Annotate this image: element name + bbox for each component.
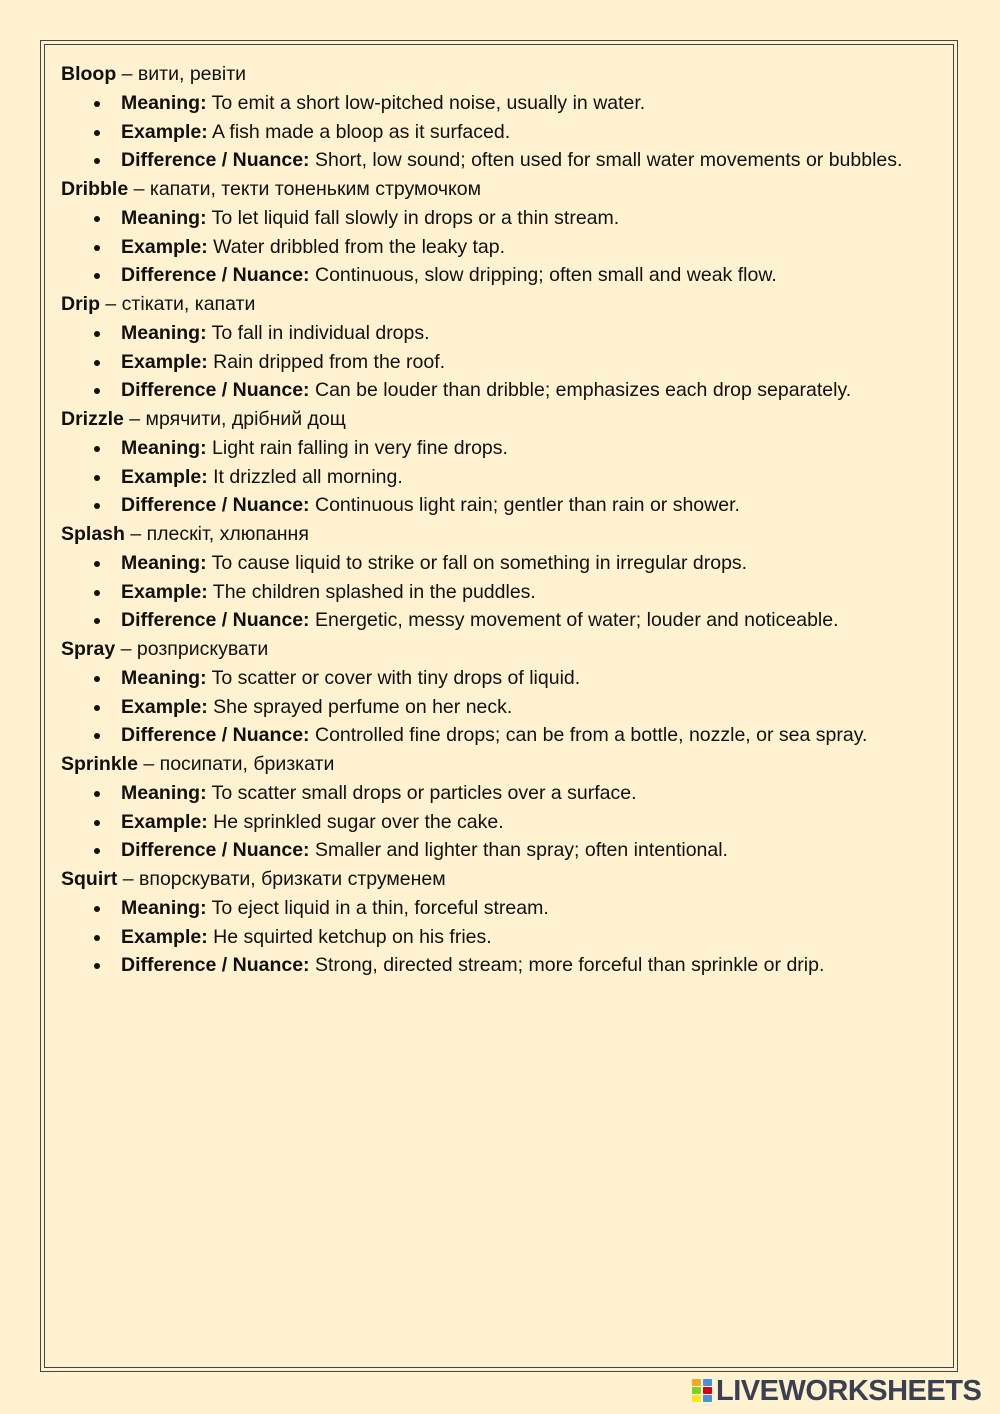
entry-word: Squirt: [61, 868, 118, 890]
meaning-label: Meaning:: [121, 436, 207, 459]
example-label: Example:: [121, 465, 208, 488]
entry-heading: [61, 60, 951, 89]
example-text: Water dribbled from the leaky tap.: [213, 235, 506, 258]
difference-label: Difference / Nuance:: [121, 839, 310, 862]
detail-example: [121, 233, 951, 262]
detail-difference: [121, 606, 951, 635]
example-text: Rain dripped from the roof.: [213, 350, 446, 373]
entry-heading: [61, 405, 951, 434]
entry-translation: – вити, ревіти: [121, 63, 247, 85]
example-text: He squirted ketchup on his fries.: [213, 925, 492, 948]
difference-label: Difference / Nuance:: [121, 494, 310, 517]
detail-meaning: [121, 434, 951, 463]
example-label: Example:: [121, 580, 208, 603]
entry-word: Bloop: [61, 63, 117, 85]
detail-example: [121, 693, 951, 722]
meaning-text: To eject liquid in a thin, forceful stream.: [211, 896, 549, 919]
entry-heading: [61, 290, 951, 319]
difference-text: Smaller and lighter than spray; often intentional.: [314, 839, 728, 862]
entry-heading: [61, 750, 951, 779]
logo-square: [703, 1379, 712, 1386]
logo-square: [703, 1387, 712, 1394]
meaning-label: Meaning:: [121, 91, 207, 114]
example-text: She sprayed perfume on her neck.: [213, 695, 513, 718]
detail-example: [121, 348, 951, 377]
entry-details-list: [61, 204, 951, 290]
liveworksheets-logo-icon: [692, 1379, 712, 1403]
entry-word: Splash: [61, 523, 125, 545]
meaning-text: To let liquid fall slowly in drops or a thin stream.: [211, 206, 620, 229]
detail-example: [121, 463, 951, 492]
logo-text: LIVEWORKSHEETS: [716, 1375, 982, 1407]
meaning-text: To fall in individual drops.: [211, 321, 430, 344]
meaning-text: To emit a short low-pitched noise, usually in water.: [211, 91, 646, 114]
liveworksheets-logo[interactable]: [692, 1376, 981, 1406]
example-label: Example:: [121, 350, 208, 373]
entry-details-list: [61, 89, 951, 175]
example-text: The children splashed in the puddles.: [212, 580, 536, 603]
entry-translation: – капати, текти тоненьким струмочком: [133, 178, 482, 200]
example-label: Example:: [121, 120, 208, 143]
detail-meaning: [121, 319, 951, 348]
entry-word: Drizzle: [61, 408, 124, 430]
meaning-label: Meaning:: [121, 666, 207, 689]
entry-heading: [61, 520, 951, 549]
meaning-label: Meaning:: [121, 321, 207, 344]
logo-square: [692, 1379, 701, 1386]
entry-heading: [61, 635, 951, 664]
entry-details-list: [61, 434, 951, 520]
entry-word: Dribble: [61, 178, 129, 200]
entry-details-list: [61, 664, 951, 750]
entry-translation: – мрячити, дрібний дощ: [129, 408, 346, 430]
difference-label: Difference / Nuance:: [121, 954, 310, 977]
entry-heading: [61, 865, 951, 894]
difference-label: Difference / Nuance:: [121, 724, 310, 747]
entry-translation: – впорскувати, бризкати струменем: [122, 868, 446, 890]
detail-difference: [121, 146, 951, 175]
entry-details-list: [61, 779, 951, 865]
difference-text: Continuous light rain; gentler than rain or shower.: [314, 494, 740, 517]
entry-details-list: [61, 319, 951, 405]
logo-square: [692, 1395, 701, 1402]
example-text: It drizzled all morning.: [213, 465, 403, 488]
difference-label: Difference / Nuance:: [121, 149, 310, 172]
vocab-entry: [61, 405, 951, 520]
detail-difference: [121, 491, 951, 520]
difference-text: Strong, directed stream; more forceful than sprinkle or drip.: [314, 954, 825, 977]
detail-meaning: [121, 89, 951, 118]
detail-meaning: [121, 894, 951, 923]
difference-text: Continuous, slow dripping; often small and weak flow.: [314, 264, 777, 287]
detail-example: [121, 808, 951, 837]
example-label: Example:: [121, 810, 208, 833]
entry-details-list: [61, 894, 951, 980]
entry-word: Spray: [61, 638, 116, 660]
meaning-label: Meaning:: [121, 206, 207, 229]
example-label: Example:: [121, 235, 208, 258]
meaning-text: Light rain falling in very fine drops.: [212, 436, 508, 459]
vocab-entry: [61, 175, 951, 290]
entry-translation: – плескіт, хлюпання: [130, 523, 309, 545]
example-text: He sprinkled sugar over the cake.: [213, 810, 504, 833]
detail-difference: [121, 376, 951, 405]
vocab-entry: [61, 865, 951, 980]
logo-square: [703, 1395, 712, 1402]
example-text: A fish made a bloop as it surfaced.: [212, 120, 511, 143]
entry-translation: – розприскувати: [120, 638, 269, 660]
meaning-text: To scatter small drops or particles over a surface.: [211, 781, 637, 804]
detail-meaning: [121, 779, 951, 808]
meaning-label: Meaning:: [121, 551, 207, 574]
meaning-label: Meaning:: [121, 781, 207, 804]
difference-label: Difference / Nuance:: [121, 379, 310, 402]
vocab-entry: [61, 520, 951, 635]
meaning-text: To scatter or cover with tiny drops of liquid.: [211, 666, 581, 689]
detail-meaning: [121, 664, 951, 693]
detail-difference: [121, 721, 951, 750]
meaning-label: Meaning:: [121, 896, 207, 919]
difference-text: Energetic, messy movement of water; louder and noticeable.: [314, 609, 839, 632]
entry-translation: – стікати, капати: [105, 293, 256, 315]
example-label: Example:: [121, 925, 208, 948]
entry-word: Drip: [61, 293, 100, 315]
entry-heading: [61, 175, 951, 204]
vocab-entry: [61, 60, 951, 175]
detail-difference: [121, 951, 951, 980]
detail-difference: [121, 836, 951, 865]
detail-example: [121, 578, 951, 607]
detail-example: [121, 118, 951, 147]
vocabulary-list: [61, 60, 951, 980]
vocab-entry: [61, 750, 951, 865]
detail-difference: [121, 261, 951, 290]
entry-translation: – посипати, бризкати: [143, 753, 335, 775]
difference-label: Difference / Nuance:: [121, 264, 310, 287]
logo-square: [692, 1387, 701, 1394]
entry-word: Sprinkle: [61, 753, 138, 775]
detail-example: [121, 923, 951, 952]
vocab-entry: [61, 635, 951, 750]
detail-meaning: [121, 204, 951, 233]
difference-label: Difference / Nuance:: [121, 609, 310, 632]
example-label: Example:: [121, 695, 208, 718]
difference-text: Short, low sound; often used for small water movements or bubbles.: [314, 149, 903, 172]
entry-details-list: [61, 549, 951, 635]
vocab-entry: [61, 290, 951, 405]
detail-meaning: [121, 549, 951, 578]
meaning-text: To cause liquid to strike or fall on something in irregular drops.: [211, 551, 748, 574]
difference-text: Controlled fine drops; can be from a bottle, nozzle, or sea spray.: [314, 724, 868, 747]
difference-text: Can be louder than dribble; emphasizes each drop separately.: [314, 379, 852, 402]
